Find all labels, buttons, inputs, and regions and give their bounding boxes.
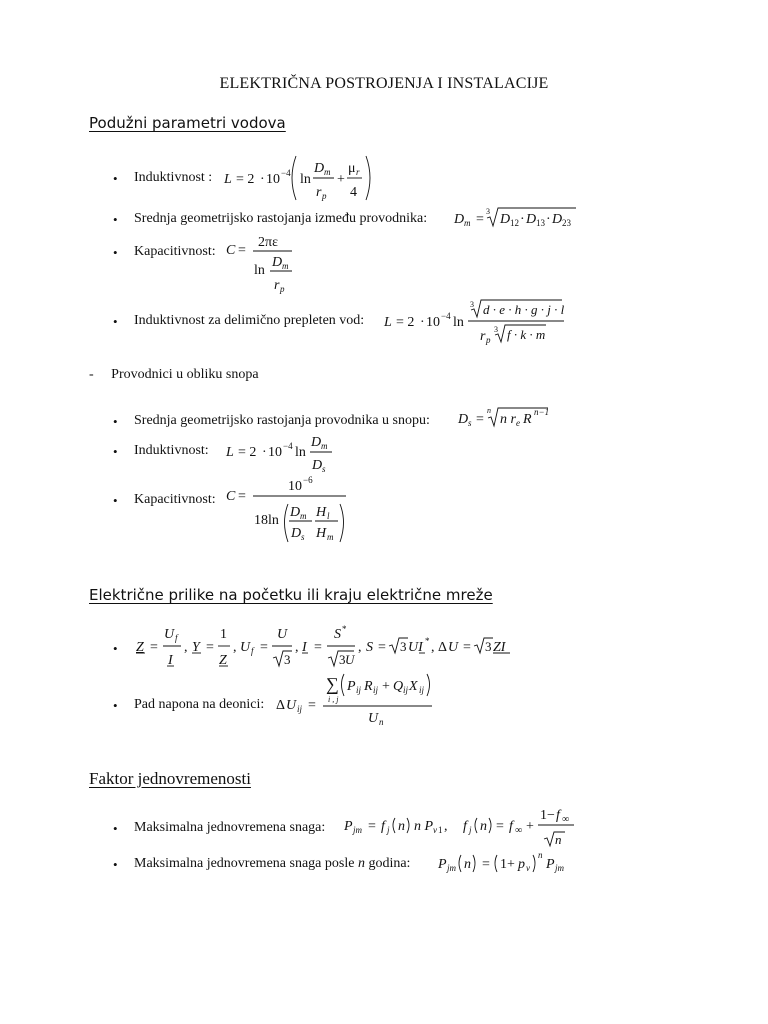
svg-text:r: r	[480, 329, 486, 344]
svg-text:C: C	[226, 489, 236, 504]
bullet-icon: •	[113, 857, 118, 872]
svg-text:12: 12	[510, 218, 519, 228]
svg-text:,: ,	[184, 640, 188, 655]
svg-text:μ: μ	[348, 161, 356, 176]
svg-text:r: r	[274, 278, 280, 293]
svg-text:j: j	[469, 825, 472, 835]
svg-text:1: 1	[220, 627, 227, 642]
svg-text:= 2: = 2	[236, 172, 255, 187]
item-label-max-power-years: Maksimalna jednovremena snaga posle n godina:	[134, 856, 411, 871]
svg-text:=: =	[206, 640, 214, 655]
svg-text:f: f	[381, 819, 385, 834]
svg-text:n−1: n−1	[534, 407, 550, 417]
svg-text:=: =	[260, 640, 268, 655]
svg-text:m: m	[464, 218, 471, 228]
svg-text:C: C	[226, 243, 236, 258]
svg-text:=: =	[463, 640, 471, 655]
item-label-gmd: Srednja geometrijsko rastojanja između provodnika:	[134, 211, 428, 226]
svg-text:D: D	[454, 212, 465, 227]
svg-text:p: p	[322, 191, 327, 201]
svg-text:18ln: 18ln	[254, 513, 279, 528]
svg-text:*: *	[425, 636, 430, 646]
svg-text:S: S	[366, 640, 373, 655]
bullet-icon: •	[113, 171, 118, 186]
bullet-icon: •	[113, 212, 118, 227]
svg-text:s: s	[322, 464, 326, 474]
svg-text:p: p	[280, 284, 285, 294]
svg-text:3: 3	[339, 652, 346, 667]
svg-text:f: f	[251, 646, 254, 656]
formula-bundle-inductance	[226, 430, 336, 476]
svg-text:L: L	[224, 172, 232, 187]
formula-capacitance	[226, 232, 306, 300]
svg-text:D: D	[314, 161, 325, 176]
svg-text:jm: jm	[447, 863, 456, 873]
svg-text:n: n	[379, 717, 384, 727]
svg-text:D: D	[552, 212, 563, 227]
svg-text:,: ,	[295, 640, 299, 655]
svg-text:s: s	[301, 532, 305, 542]
svg-text:·: ·	[260, 172, 265, 187]
svg-text:10: 10	[268, 445, 282, 460]
formula-gmd	[454, 205, 584, 231]
svg-text:UI: UI	[408, 640, 423, 655]
formula-transposed-inductance	[384, 298, 574, 348]
svg-text:U: U	[345, 652, 355, 667]
svg-text:·: ·	[262, 445, 267, 460]
svg-text:U: U	[240, 640, 251, 655]
svg-text:U: U	[368, 711, 379, 726]
svg-text:r: r	[356, 167, 360, 177]
svg-text:= 2: = 2	[238, 445, 257, 460]
section-heading-network-conditions: Električne prilike na početku ili kraju električne mreže	[89, 586, 493, 604]
svg-text:D: D	[458, 412, 469, 427]
item-label-max-power: Maksimalna jednovremena snaga:	[134, 820, 326, 835]
item-label-inductance: Induktivnost :	[134, 170, 213, 185]
svg-text:·: ·	[520, 212, 525, 227]
svg-text:3: 3	[470, 300, 474, 309]
item-label-transposed-inductance: Induktivnost za delimično prepleten vod:	[134, 313, 365, 328]
svg-text:L: L	[226, 445, 234, 460]
svg-text:ij: ij	[297, 704, 303, 714]
bullet-icon: •	[113, 314, 118, 329]
svg-text:n r: n r	[500, 412, 516, 427]
svg-text:f · k · m: f · k · m	[507, 327, 546, 342]
svg-text:U: U	[286, 698, 297, 713]
svg-text:U: U	[277, 627, 288, 642]
svg-text:v: v	[526, 863, 530, 873]
svg-text:I: I	[168, 653, 173, 668]
formula-inductance	[224, 150, 384, 206]
svg-text:f: f	[463, 819, 467, 834]
svg-text:r: r	[316, 185, 322, 200]
bullet-icon: •	[113, 641, 118, 656]
svg-text:·: ·	[420, 315, 425, 330]
svg-text:=: =	[308, 698, 316, 713]
svg-text:Z: Z	[219, 653, 227, 668]
svg-text:U: U	[448, 640, 459, 655]
bullet-icon: •	[113, 444, 118, 459]
svg-text:i , j: i , j	[328, 695, 339, 704]
svg-text:D: D	[526, 212, 537, 227]
svg-text:Q: Q	[393, 679, 404, 694]
svg-text:U: U	[164, 627, 175, 642]
svg-text:I: I	[302, 640, 307, 655]
svg-text:1: 1	[438, 825, 443, 835]
svg-text:10: 10	[426, 315, 440, 330]
svg-text:D: D	[500, 212, 511, 227]
svg-text:,: ,	[431, 640, 435, 655]
svg-text:+: +	[382, 679, 390, 694]
formula-network-relations	[134, 622, 534, 674]
svg-text:S: S	[334, 627, 341, 642]
item-label-voltage-drop: Pad napona na deonici:	[134, 697, 265, 712]
svg-text:v: v	[433, 825, 437, 835]
svg-text:−6: −6	[303, 475, 313, 485]
svg-text:ln: ln	[453, 315, 464, 330]
svg-text:3: 3	[494, 325, 498, 334]
svg-text:=: =	[368, 819, 376, 834]
svg-text:1+: 1+	[500, 857, 515, 872]
svg-text:10: 10	[266, 172, 280, 187]
svg-text:m: m	[321, 441, 328, 451]
bullet-icon: •	[113, 698, 118, 713]
svg-text:D: D	[290, 505, 301, 520]
formula-max-power	[344, 800, 584, 852]
svg-text:f: f	[509, 819, 513, 834]
svg-text:m: m	[300, 511, 307, 521]
svg-text:=: =	[150, 640, 158, 655]
svg-text:H: H	[316, 505, 327, 520]
formula-voltage-drop	[276, 670, 436, 730]
svg-text:,: ,	[358, 640, 362, 655]
svg-text:P: P	[347, 679, 356, 694]
svg-text:ln: ln	[300, 172, 311, 187]
svg-text:D: D	[311, 435, 322, 450]
svg-text:=: =	[476, 212, 484, 227]
svg-text:P: P	[438, 857, 447, 872]
item-label-bundle-capacitance: Kapacitivnost:	[134, 492, 216, 507]
item-label-bundle-inductance: Induktivnost:	[134, 443, 209, 458]
svg-text:3: 3	[486, 207, 490, 216]
svg-text:f: f	[175, 633, 178, 643]
svg-text:jm: jm	[555, 863, 564, 873]
svg-text:−4: −4	[441, 311, 451, 321]
svg-text:n: n	[487, 406, 491, 415]
svg-text:= 2: = 2	[396, 315, 415, 330]
svg-text:ij: ij	[419, 685, 425, 695]
subsection-label-bundle: - Provodnici u obliku snopa	[89, 367, 259, 382]
svg-text:=: =	[378, 640, 386, 655]
svg-text:j: j	[387, 825, 390, 835]
svg-text:=: =	[496, 819, 504, 834]
svg-text:3: 3	[284, 652, 291, 667]
svg-text:ZI: ZI	[493, 640, 506, 655]
svg-text:∞: ∞	[515, 825, 523, 836]
svg-text:3: 3	[485, 639, 492, 654]
svg-text:,: ,	[444, 819, 448, 834]
svg-text:D: D	[312, 458, 323, 473]
svg-text:X: X	[409, 679, 418, 694]
svg-text:ln: ln	[254, 263, 265, 278]
svg-text:P: P	[546, 857, 555, 872]
svg-text:p: p	[486, 335, 491, 345]
bullet-icon: •	[113, 245, 118, 260]
svg-text:=: =	[314, 640, 322, 655]
item-label-bundle-gmr: Srednja geometrijsko rastojanja provodnika u snopu:	[134, 413, 430, 428]
svg-text:n: n	[480, 819, 487, 834]
svg-text:L: L	[384, 315, 392, 330]
svg-text:·: ·	[546, 212, 551, 227]
svg-text:10: 10	[288, 479, 302, 494]
svg-text:*: *	[342, 624, 347, 634]
svg-text:−4: −4	[283, 441, 293, 451]
svg-text:∞: ∞	[562, 814, 570, 825]
svg-text:m: m	[327, 532, 334, 542]
svg-text:n P: n P	[414, 819, 434, 834]
svg-text:d · e · h · g · j · l: d · e · h · g · j · l	[483, 302, 565, 317]
bullet-icon: •	[113, 821, 118, 836]
svg-text:13: 13	[536, 218, 545, 228]
svg-text:+: +	[526, 819, 534, 834]
section-heading-simultaneity: Faktor jednovremenosti	[89, 769, 251, 788]
svg-text:H: H	[316, 526, 327, 541]
svg-text:n: n	[464, 857, 471, 872]
svg-text:=: =	[482, 857, 490, 872]
svg-text:m: m	[282, 261, 289, 271]
item-label-capacitance: Kapacitivnost:	[134, 244, 216, 259]
svg-text:=: =	[238, 243, 246, 258]
bullet-icon: •	[113, 414, 118, 429]
svg-text:+: +	[337, 172, 345, 187]
svg-text:Y: Y	[192, 640, 200, 655]
svg-text:n: n	[555, 832, 562, 847]
svg-text:Δ: Δ	[276, 698, 286, 713]
section-heading-line-parameters: Podužni parametri vodova	[89, 114, 286, 132]
svg-text:1−: 1−	[540, 808, 555, 823]
svg-text:D: D	[272, 255, 283, 270]
svg-text:−4: −4	[281, 168, 291, 178]
svg-text:s: s	[468, 418, 472, 428]
svg-text:f: f	[556, 808, 560, 823]
svg-text:l: l	[327, 511, 330, 521]
svg-text:3: 3	[400, 639, 407, 654]
svg-text:R: R	[364, 679, 373, 694]
formula-bundle-capacitance	[226, 476, 356, 548]
page-title: ELEKTRIČNA POSTROJENJA I INSTALACIJE	[219, 75, 549, 92]
svg-text:ln: ln	[295, 445, 306, 460]
svg-text:=: =	[238, 489, 246, 504]
svg-text:Z: Z	[136, 640, 144, 655]
svg-text:D: D	[291, 526, 302, 541]
svg-text:ij: ij	[373, 685, 379, 695]
svg-text:23: 23	[562, 218, 571, 228]
svg-text:n: n	[398, 819, 405, 834]
svg-text:∑: ∑	[326, 674, 339, 694]
svg-text:=: =	[476, 412, 484, 427]
svg-text:P: P	[344, 819, 353, 834]
svg-text:R: R	[523, 412, 532, 427]
svg-text:ij: ij	[403, 685, 409, 695]
svg-text:,: ,	[233, 640, 237, 655]
formula-max-power-years	[438, 846, 578, 876]
svg-text:jm: jm	[353, 825, 362, 835]
bullet-icon: •	[113, 493, 118, 508]
svg-text:m: m	[324, 167, 331, 177]
svg-text:n: n	[538, 850, 543, 860]
svg-text:Δ: Δ	[438, 640, 448, 655]
svg-text:e: e	[516, 418, 520, 428]
svg-text:4: 4	[350, 185, 357, 200]
svg-text:ij: ij	[356, 685, 362, 695]
formula-bundle-gmr	[458, 404, 558, 430]
svg-text:2πε: 2πε	[258, 235, 278, 250]
svg-text:p: p	[518, 857, 525, 872]
